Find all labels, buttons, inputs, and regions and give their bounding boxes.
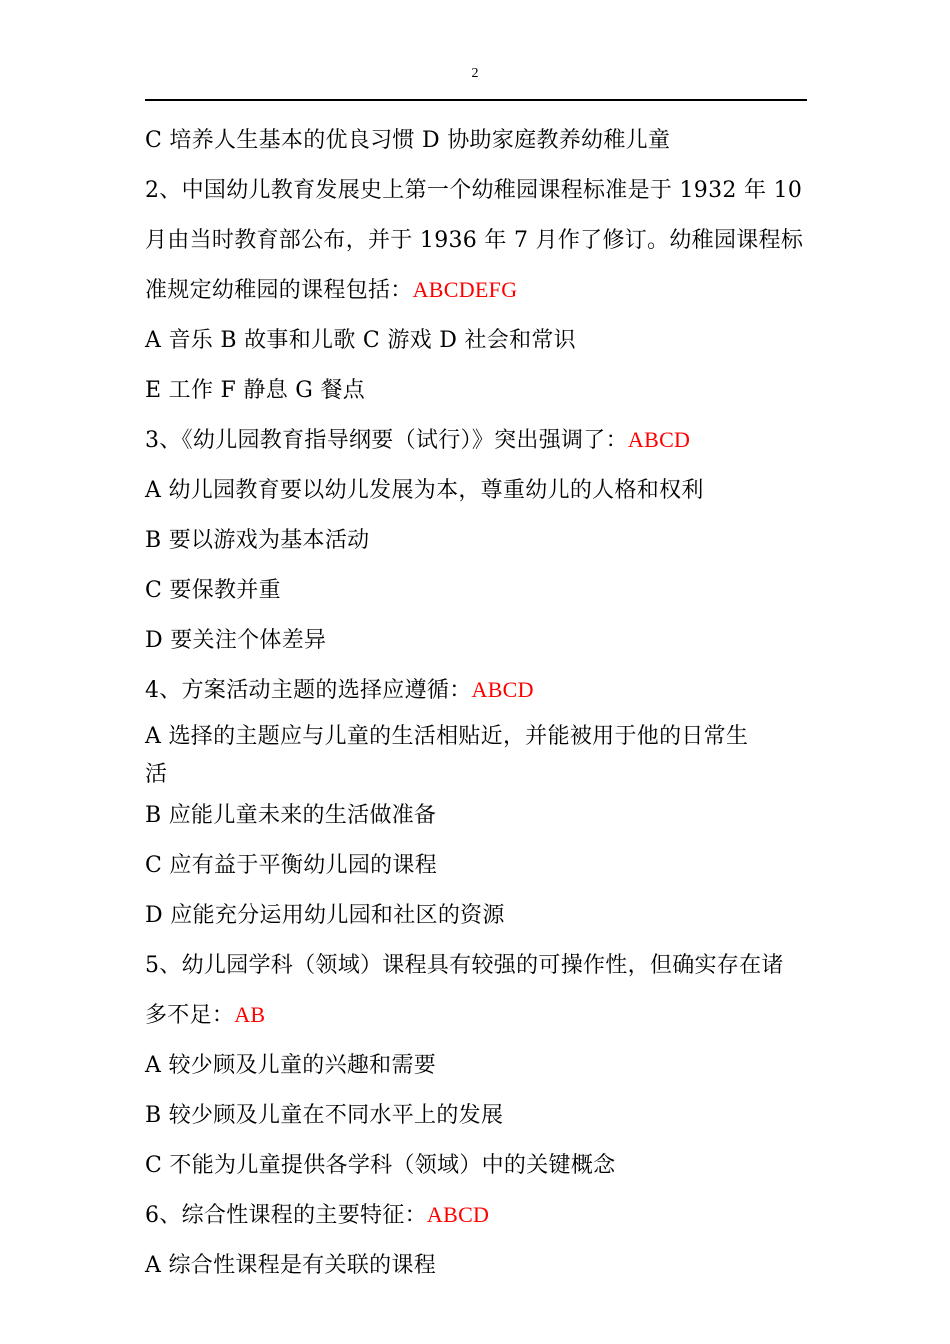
line-text: D 应能充分运用幼儿园和社区的资源: [145, 903, 505, 928]
line-text: 6、综合性课程的主要特征：: [145, 1203, 427, 1228]
option-line: [145, 1243, 807, 1293]
option-line: [145, 893, 807, 943]
text-line: [145, 118, 807, 168]
page-number: 2: [471, 66, 479, 81]
question-4: [145, 668, 807, 718]
option-line-continuation: [145, 756, 807, 793]
option-line: [145, 518, 807, 568]
option-line: [145, 318, 807, 368]
option-line: [145, 793, 807, 843]
line-text: 准规定幼稚园的课程包括：: [145, 278, 413, 303]
question-3: [145, 418, 807, 468]
line-text: 3、《幼儿园教育指导纲要（试行）》突出强调了：: [145, 428, 628, 453]
answer-key: ABCD: [426, 1202, 490, 1227]
line-text: B 较少顾及儿童在不同水平上的发展: [145, 1103, 504, 1128]
line-text: A 选择的主题应与儿童的生活相贴近，并能被用于他的日常生: [145, 724, 749, 749]
option-line: [145, 843, 807, 893]
answer-key: ABCD: [471, 677, 534, 702]
option-line: [145, 568, 807, 618]
question-5-line-1: [145, 943, 807, 993]
option-line: [145, 618, 807, 668]
line-text: A 综合性课程是有关联的课程: [145, 1253, 437, 1278]
line-text: 多不足：: [145, 1003, 235, 1028]
option-line: [145, 468, 807, 518]
option-line: [145, 1093, 807, 1143]
line-text: C 不能为儿童提供各学科（领域）中的关键概念: [145, 1153, 616, 1178]
line-text: B 要以游戏为基本活动: [145, 528, 370, 553]
question-6: [145, 1193, 807, 1243]
option-line: [145, 1143, 807, 1193]
line-text: A 幼儿园教育要以幼儿发展为本，尊重幼儿的人格和权利: [145, 478, 704, 503]
line-text: C 应有益于平衡幼儿园的课程: [145, 853, 438, 878]
line-text: 5、幼儿园学科（领域）课程具有较强的可操作性，但确实存在诸: [145, 953, 784, 978]
line-text: E 工作 F 静息 G 餐点: [145, 378, 366, 403]
line-text: A 音乐 B 故事和儿歌 C 游戏 D 社会和常识: [145, 328, 576, 353]
line-text: B 应能儿童未来的生活做准备: [145, 803, 437, 828]
option-line: [145, 718, 807, 756]
header-rule: [145, 99, 807, 101]
question-5-line-2: [145, 993, 807, 1043]
question-2-line-3: [145, 268, 807, 318]
answer-key: ABCD: [627, 427, 691, 452]
line-text: 4、方案活动主题的选择应遵循：: [145, 678, 472, 703]
line-text: 月由当时教育部公布，并于 1936 年 7 月作了修订。幼稚园课程标: [145, 228, 804, 253]
line-text: A 较少顾及儿童的兴趣和需要: [145, 1053, 437, 1078]
line-text: D 要关注个体差异: [145, 628, 327, 653]
line-text: 活: [145, 762, 168, 787]
option-line: [145, 368, 807, 418]
option-line: [145, 1043, 807, 1093]
answer-key: ABCDEFG: [412, 277, 518, 302]
question-2-line-1: [145, 168, 807, 218]
question-2-line-2: [145, 218, 807, 268]
answer-key: AB: [234, 1002, 266, 1027]
document-body: [145, 118, 807, 1293]
line-text: C 要保教并重: [145, 578, 281, 603]
line-text: C 培养人生基本的优良习惯 D 协助家庭教养幼稚儿童: [145, 128, 671, 153]
line-text: 2、中国幼儿教育发展史上第一个幼稚园课程标准是于 1932 年 10: [145, 178, 803, 203]
